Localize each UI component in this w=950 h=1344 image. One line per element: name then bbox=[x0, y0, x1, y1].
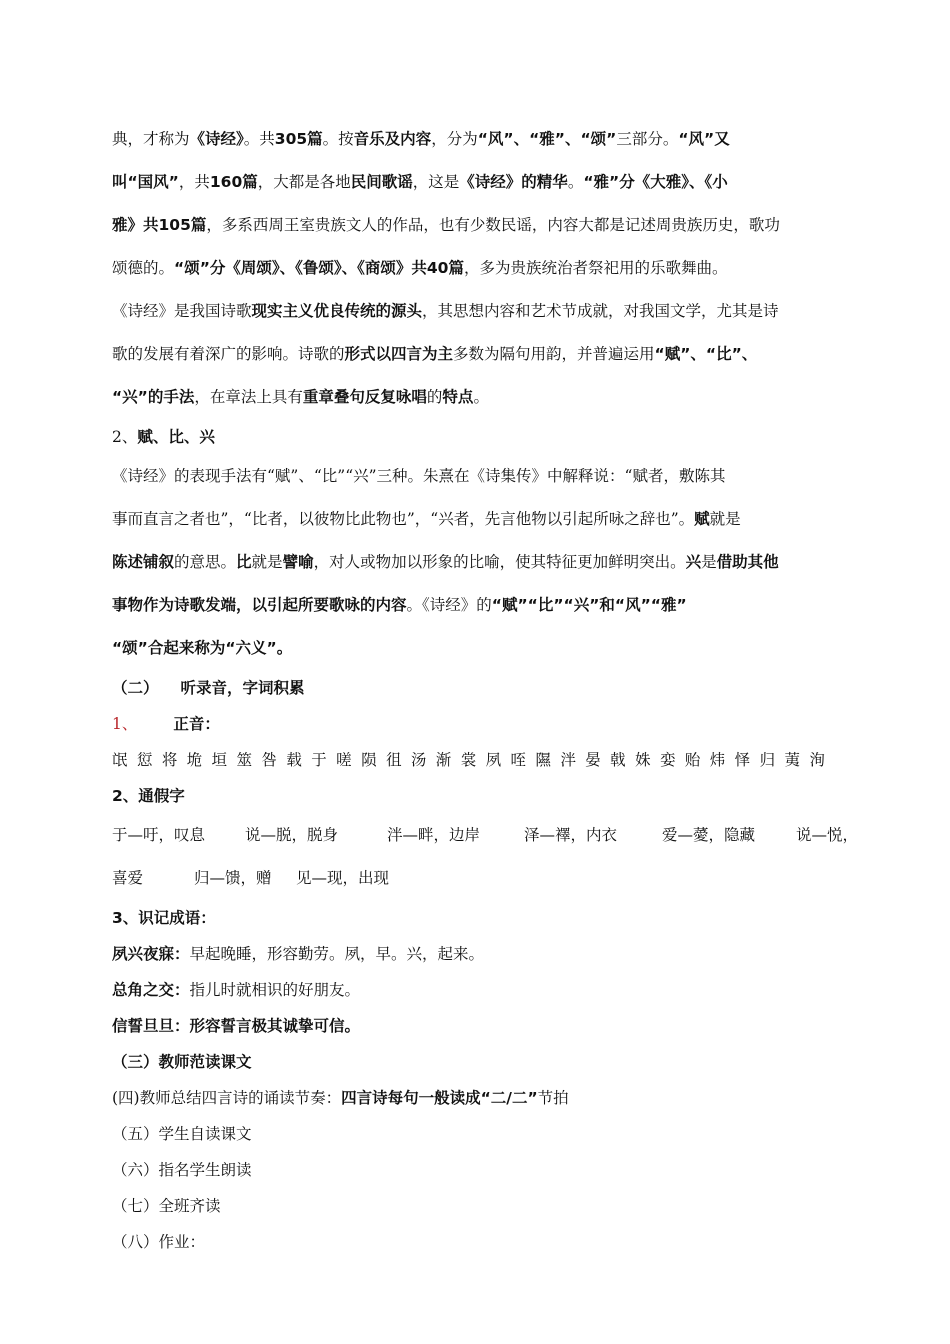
text-run: ，多为贵族统治者祭祀用的乐歌舞曲。 bbox=[463, 259, 728, 277]
section-si-label: (四)教师总结四言诗的诵读节奏： bbox=[112, 1089, 342, 1107]
text-run: 多数为隔句用韵，并普遍运用 bbox=[453, 345, 655, 363]
tongjia-item: 爱—薆，隐藏 bbox=[662, 826, 756, 844]
para-shijing-line-6 bbox=[112, 333, 838, 376]
section-liu-heading: （六）指名学生朗读 bbox=[112, 1161, 252, 1179]
bold-text-run: 《诗经》的精华 bbox=[459, 173, 568, 191]
bold-text-run: 借助其他 bbox=[716, 553, 779, 571]
pronunciation-char: 怿 bbox=[734, 751, 751, 769]
pronunciation-char: 愆 bbox=[136, 751, 153, 769]
bold-text-run: 重章叠句反复咏唱 bbox=[302, 388, 427, 406]
bold-text-run: “风”又 bbox=[678, 130, 730, 148]
text-run: 《诗经》是我国诗歌 bbox=[112, 302, 252, 320]
para-shijing-line-3 bbox=[112, 204, 838, 247]
pronunciation-char: 渐 bbox=[435, 751, 452, 769]
text-run: 。按 bbox=[322, 130, 354, 148]
tongjia-line-1 bbox=[112, 814, 859, 857]
text-run: 。共 bbox=[243, 130, 275, 148]
bold-text-run: 现实主义优良传统的源头 bbox=[251, 302, 423, 320]
pronunciation-char: 咎 bbox=[261, 751, 277, 769]
text-run: 典，才称为 bbox=[112, 130, 190, 148]
tongjia-item: 喜爱 bbox=[112, 869, 144, 887]
pronunciation-char: 晏 bbox=[585, 751, 601, 769]
pronunciation-char: 于 bbox=[311, 751, 327, 769]
pronunciation-char: 娈 bbox=[659, 751, 676, 769]
bold-text-run: 音乐及内容 bbox=[353, 130, 432, 148]
bold-text-run: 形式以四言为主 bbox=[344, 345, 454, 363]
text-run: 事而直言之者也”，“比者，以彼物比此物也”，“兴者，先言他物以引起所咏之辞也”。 bbox=[112, 510, 695, 528]
pronunciation-char: 徂 bbox=[385, 751, 402, 769]
text-run: 就是 bbox=[251, 553, 283, 571]
text-run: 歌的发展有着深广的影响。诗歌的 bbox=[112, 345, 345, 363]
text-run: 就是 bbox=[709, 510, 741, 528]
pronunciation-char: 氓 bbox=[112, 751, 128, 769]
bold-text-run: 叫“国风” bbox=[112, 173, 179, 191]
chengyu-term: 总角之交： bbox=[112, 981, 190, 999]
pronunciation-char: 隰 bbox=[535, 751, 551, 769]
tongjia-item: 见—现，出现 bbox=[296, 869, 390, 887]
para-fubixing-line-3 bbox=[112, 541, 838, 584]
section-number: 2、 bbox=[112, 428, 138, 446]
pronunciation-char: 垣 bbox=[211, 751, 228, 769]
bold-text-run: “赋”“比”“兴”和“风”“雅” bbox=[491, 596, 687, 614]
chengyu-definition: 早起晚睡，形容勤劳。夙，早。兴，起来。 bbox=[189, 945, 485, 963]
chengyu-heading: 3、识记成语： bbox=[112, 909, 216, 927]
section-title-text: 赋、比、兴 bbox=[137, 428, 215, 446]
para-fubixing-line-5 bbox=[112, 627, 838, 670]
text-run: ，这是 bbox=[412, 173, 460, 191]
chengyu-term: 信誓旦旦： bbox=[112, 1017, 190, 1035]
section-wu-heading: （五）学生自读课文 bbox=[112, 1125, 252, 1143]
chengyu-item bbox=[112, 1008, 838, 1044]
tongjia-item: 泽—襗，内衣 bbox=[524, 826, 618, 844]
text-run: 。 bbox=[473, 388, 489, 406]
pronunciation-char: 咥 bbox=[510, 751, 527, 769]
chengyu-term: 夙兴夜寐： bbox=[112, 945, 190, 963]
bold-text-run: 赋 bbox=[694, 510, 710, 528]
bold-text-run: “雅”分《大雅》、《小 bbox=[583, 173, 728, 191]
pronunciation-char: 夙 bbox=[485, 751, 502, 769]
tongjia-item: 说—脱，脱身 bbox=[245, 826, 339, 844]
bold-text-run: “风”、“雅”、“颂” bbox=[477, 130, 617, 148]
para-shijing-line-5 bbox=[112, 290, 838, 333]
text-run: 的 bbox=[426, 388, 443, 406]
bold-text-run: 305篇 bbox=[274, 130, 323, 148]
text-run: 。 bbox=[567, 173, 584, 191]
bold-text-run: 《诗经》 bbox=[189, 130, 244, 148]
text-run: ，在章法上具有 bbox=[194, 388, 303, 406]
section-qi-heading: （七）全班齐读 bbox=[112, 1197, 221, 1215]
chengyu-item bbox=[112, 972, 838, 1008]
pronunciation-char: 荑 bbox=[784, 751, 800, 769]
pronunciation-char: 筮 bbox=[236, 751, 253, 769]
bold-text-run: 比 bbox=[236, 553, 252, 571]
chengyu-definition: 形容誓言极其诚挚可信。 bbox=[189, 1017, 361, 1035]
pronunciation-char: 泮 bbox=[560, 751, 576, 769]
para-shijing-line-7 bbox=[112, 376, 838, 419]
pronunciation-char: 炜 bbox=[709, 751, 726, 769]
pronunciation-characters bbox=[112, 742, 838, 778]
tongjia-item: 说—悦， bbox=[796, 826, 859, 844]
pronunciation-char: 嗟 bbox=[336, 751, 352, 769]
para-fubixing-line-4 bbox=[112, 584, 838, 627]
pronunciation-char: 裳 bbox=[460, 751, 477, 769]
text-run: ，对人或物加以形象的比喻，使其特征更加鲜明突出。 bbox=[313, 553, 686, 571]
bold-text-run: 特点 bbox=[442, 388, 474, 406]
chengyu-definition: 指儿时就相识的好朋友。 bbox=[189, 981, 361, 999]
bold-text-run: “兴”的手法 bbox=[112, 388, 195, 406]
text-run: ，共 bbox=[178, 173, 210, 191]
tongjia-item: 归—馈，赠 bbox=[194, 869, 272, 887]
text-run: 颂德的。 bbox=[112, 259, 175, 277]
document-body bbox=[112, 118, 859, 1260]
pronunciation-char: 洵 bbox=[809, 751, 825, 769]
bold-text-run: “颂”合起来称为“六义”。 bbox=[112, 639, 293, 657]
pronunciation-char: 垝 bbox=[186, 751, 203, 769]
para-fubixing-line-2 bbox=[112, 498, 838, 541]
bold-text-run: 雅》共105篇 bbox=[112, 216, 207, 234]
text-run: ，大都是各地 bbox=[257, 173, 351, 191]
section-si-end: 节拍 bbox=[537, 1089, 569, 1107]
tongjia-heading: 2、通假字 bbox=[112, 787, 185, 805]
text-run: ，其思想内容和艺术节成就，对我国文学，尤其是诗 bbox=[422, 302, 779, 320]
pronunciation-char: 载 bbox=[286, 751, 302, 769]
pronunciation-char: 陨 bbox=[361, 751, 377, 769]
pronunciation-char: 将 bbox=[161, 751, 178, 769]
text-run: 。《诗经》的 bbox=[406, 596, 492, 614]
pronunciation-char: 姝 bbox=[635, 751, 651, 769]
para-shijing-line-4 bbox=[112, 247, 838, 290]
tongjia-line-2 bbox=[112, 857, 838, 900]
text-run: 三部分。 bbox=[616, 130, 679, 148]
section-si-heading bbox=[112, 1080, 838, 1116]
tongjia-item: 泮—畔，边岸 bbox=[387, 826, 481, 844]
bold-text-run: 兴 bbox=[685, 553, 702, 571]
zhengyin-text: 正音： bbox=[173, 715, 220, 733]
text-run: ，分为 bbox=[431, 130, 478, 148]
section-er-text: 听录音，字词积累 bbox=[180, 679, 305, 697]
text-run: 的意思。 bbox=[174, 553, 237, 571]
section-san-heading: （三）教师范读课文 bbox=[112, 1053, 252, 1071]
para-fubixing-line-1 bbox=[112, 455, 838, 498]
section-er-label: （二） bbox=[112, 679, 159, 697]
para-shijing-line-2 bbox=[112, 161, 838, 204]
bold-text-run: “颂”分《周颂》、《鲁颂》、《商颂》共40篇 bbox=[174, 259, 464, 277]
bold-text-run: 民间歌谣 bbox=[350, 173, 413, 191]
pronunciation-char: 汤 bbox=[410, 751, 427, 769]
bold-text-run: 陈述铺叙 bbox=[112, 553, 175, 571]
pronunciation-char: 戟 bbox=[610, 751, 626, 769]
text-run: 是 bbox=[701, 553, 717, 571]
zhengyin-heading bbox=[112, 706, 838, 742]
section-si-bold: 四言诗每句一般读成“二/二” bbox=[341, 1089, 538, 1107]
text-run: ，多系西周王室贵族文人的作品，也有少数民谣，内容大都是记述周贵族历史，歌功 bbox=[206, 216, 780, 234]
bold-text-run: “赋”、“比”、 bbox=[654, 345, 758, 363]
section-ba-heading: （八）作业： bbox=[112, 1233, 206, 1251]
section-fu-bi-xing-title bbox=[112, 419, 838, 455]
chengyu-item bbox=[112, 936, 838, 972]
bold-text-run: 譬喻 bbox=[282, 553, 314, 571]
pronunciation-char: 归 bbox=[759, 751, 776, 769]
tongjia-item: 于—吁，叹息 bbox=[112, 826, 206, 844]
text-run: 《诗经》的表现手法有“赋”、“比”“兴”三种。朱熹在《诗集传》中解释说：“赋者，敷陈其 bbox=[112, 467, 726, 485]
bold-text-run: 160篇 bbox=[209, 173, 258, 191]
section-er-heading bbox=[112, 670, 838, 706]
zhengyin-number: 1、 bbox=[112, 715, 138, 733]
para-shijing-line-1 bbox=[112, 118, 838, 161]
bold-text-run: 事物作为诗歌发端，以引起所要歌咏的内容 bbox=[112, 596, 407, 614]
pronunciation-char: 贻 bbox=[684, 751, 701, 769]
